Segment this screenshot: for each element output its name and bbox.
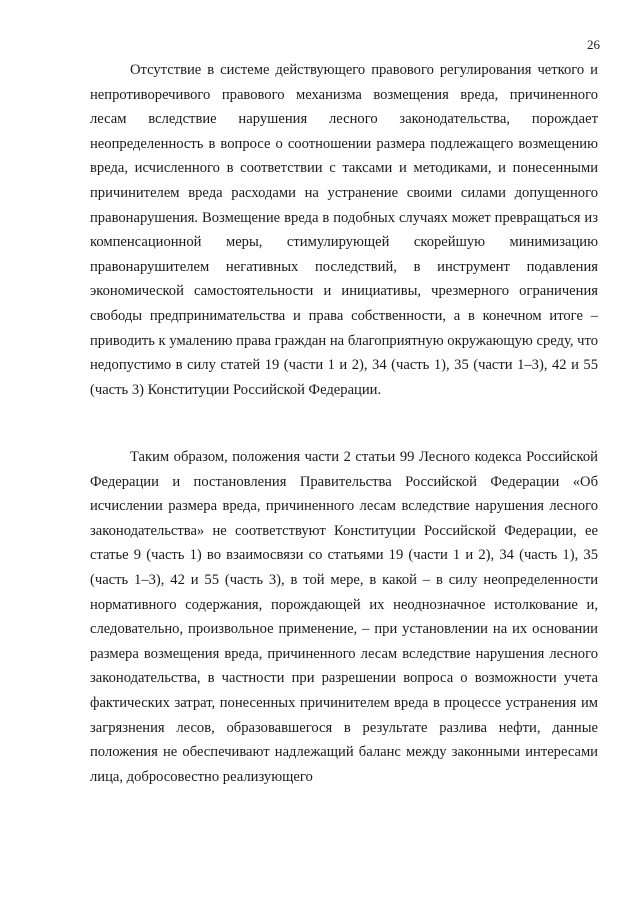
paragraph-1: Отсутствие в системе действующего правового регулирования четкого и непротиворечивого правового механизма возмещения вреда, причиненного лесам вследствие нарушения лесного законодательства, порождает неопределенность в вопросе о соотношении размера подлежащего возмещению вреда, исчисленного в соответствии с таксами и методиками, и понесенными причинителем вреда расходами на устранение своими силами допущенного правонарушения. Возмещение вреда в подобных случаях может превращаться из компенсационной меры, стимулирующей скорейшую минимизацию правонарушителем негативных последствий, в инструмент подавления экономической самостоятельности и инициативы, чрезмерного ограничения свободы предпринимательства и права собственности, а в конечном итоге – приводить к умалению права граждан на благоприятную окружающую среду, что недопустимо в силу статей 19 (части 1 и 2), 34 (часть 1), 35 (части 1–3), 42 и 55 (часть 3) Конституции Российской Федерации.: [90, 62, 598, 398]
paragraph-2: Таким образом, положения части 2 статьи 99 Лесного кодекса Российской Федерации и постановления Правительства Российской Федерации «Об исчислении размера вреда, причиненного лесам вследствие нарушения лесного законодательства» не соответствуют Конституции Российской Федерации, ее статье 9 (часть 1) во взаимосвязи со статьями 19 (части 1 и 2), 34 (часть 1), 35 (часть 1–3), 42 и 55 (часть 3), в той мере, в какой – в силу неопределенности нормативного содержания, порождающей их неоднозначное истолкование и, следовательно, произвольное применение, – при установлении на их основании размера возмещения вреда, причиненного лесам вследствие нарушения лесного законодательства, в частности при разрешении вопроса о возможности учета фактических затрат, понесенных причинителем вреда в процессе устранения им загрязнения лесов, образовавшегося в результате разлива нефти, данные положения не обеспечивают надлежащий баланс между законными интересами лица, добросовестно реализующего: [90, 449, 598, 785]
page-number: 26: [587, 37, 600, 52]
